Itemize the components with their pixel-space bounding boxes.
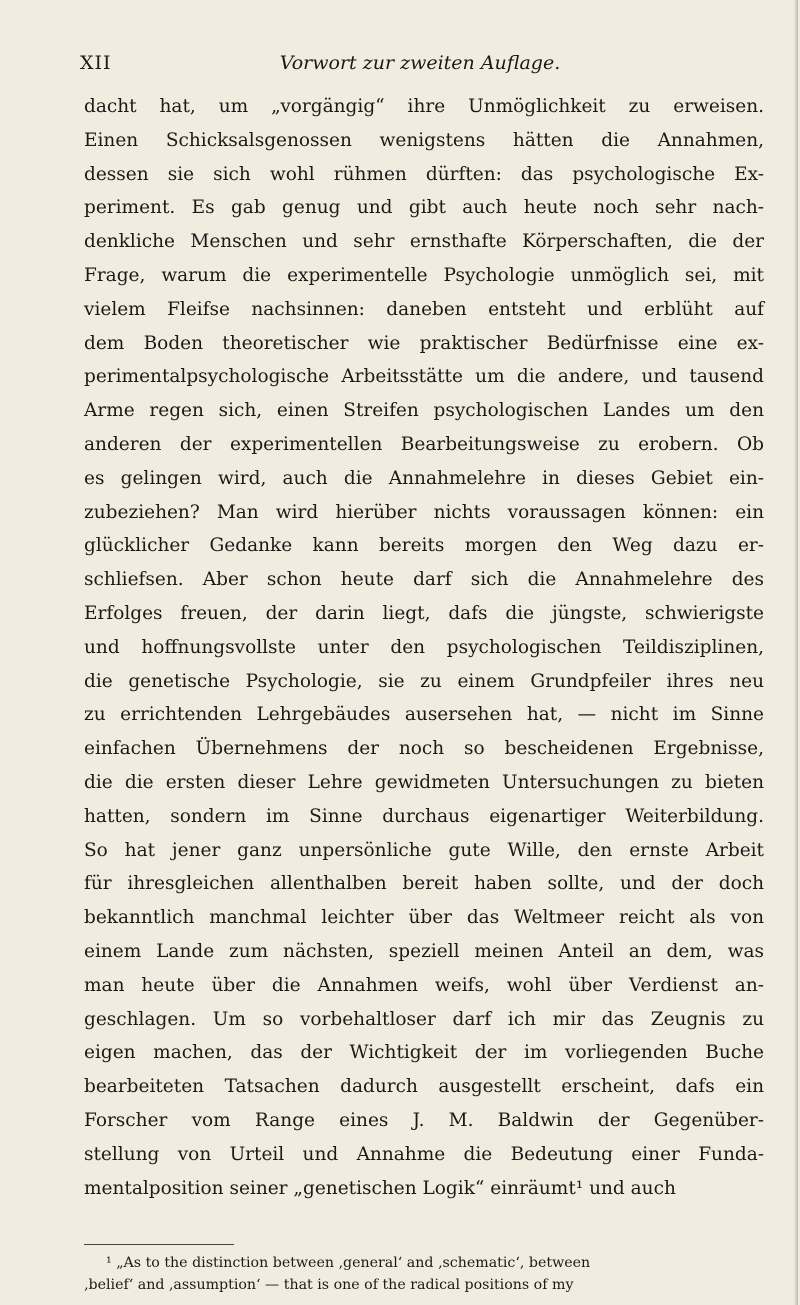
text-line: stellung von Urteil und Annahme die Bedeutung einer Funda- bbox=[84, 1143, 764, 1165]
text-line: hatten, sondern im Sinne durchaus eigenartiger Weiterbildung. bbox=[84, 805, 764, 827]
text-line: mentalposition seiner „genetischen Logik“ einräumt¹ und auch bbox=[84, 1177, 676, 1199]
footnote-rule bbox=[84, 1244, 234, 1245]
text-line: man heute über die Annahmen weifs, wohl über Verdienst an- bbox=[84, 974, 764, 996]
body-text bbox=[84, 90, 764, 1205]
text-line: eigen machen, das der Wichtigkeit der im vorliegenden Buche bbox=[84, 1042, 764, 1064]
text-line: dessen sie sich wohl rühmen dürften: das psychologische Ex- bbox=[84, 163, 764, 185]
text-line: Arme regen sich, einen Streifen psychologischen Landes um den bbox=[84, 400, 764, 422]
text-line: glücklicher Gedanke kann bereits morgen den Weg dazu er- bbox=[84, 535, 764, 557]
text-line: die die ersten dieser Lehre gewidmeten Untersuchungen zu bieten bbox=[84, 771, 764, 793]
text-line: bekanntlich manchmal leichter über das Weltmeer reicht als von bbox=[84, 907, 764, 929]
text-line: und hoffnungsvollste unter den psychologischen Teildisziplinen, bbox=[84, 636, 764, 658]
text-line: schliefsen. Aber schon heute darf sich die Annahmelehre des bbox=[84, 569, 764, 591]
text-line: Forscher vom Range eines J. M. Baldwin der Gegenüber- bbox=[84, 1109, 764, 1131]
text-line: zubeziehen? Man wird hierüber nichts voraussagen können: ein bbox=[84, 501, 764, 523]
text-line: dacht hat, um „vorgängig“ ihre Unmöglichkeit zu erweisen. bbox=[84, 96, 764, 117]
page-edge-shadow bbox=[794, 0, 798, 1305]
footnote-line: ‚belief‘ and ‚assumption‘ — that is one of the radical positions of my bbox=[84, 1277, 574, 1293]
text-line: die genetische Psychologie, sie zu einem Grundpfeiler ihres neu bbox=[84, 670, 764, 692]
text-line: für ihresgleichen allenthalben bereit haben sollte, und der doch bbox=[84, 873, 764, 895]
text-line: Einen Schicksalsgenossen wenigstens hätten die Annahmen, bbox=[84, 129, 764, 151]
text-line: anderen der experimentellen Bearbeitungsweise zu erobern. Ob bbox=[84, 433, 764, 455]
footnote-line: ¹ „As to the distinction between ‚general‘ and ‚schematic‘, between bbox=[106, 1255, 591, 1271]
text-line: dem Boden theoretischer wie praktischer Bedürfnisse eine ex- bbox=[84, 332, 764, 354]
text-line: einfachen Übernehmens der noch so bescheidenen Ergebnisse, bbox=[84, 738, 764, 760]
footnote bbox=[84, 1252, 774, 1296]
text-line: Frage, warum die experimentelle Psychologie unmöglich sei, mit bbox=[84, 264, 764, 286]
text-line: geschlagen. Um so vorbehaltloser darf ich mir das Zeugnis zu bbox=[84, 1008, 764, 1030]
text-line: periment. Es gab genug und gibt auch heute noch sehr nach- bbox=[84, 197, 764, 219]
text-line: vielem Fleifse nachsinnen: daneben entsteht und erblüht auf bbox=[84, 298, 764, 320]
text-line: einem Lande zum nächsten, speziell meinen Anteil an dem, was bbox=[84, 940, 764, 962]
page-number: XII bbox=[80, 52, 112, 74]
text-line: denkliche Menschen und sehr ernsthafte Körperschaften, die der bbox=[84, 231, 764, 253]
text-line: So hat jener ganz unpersönliche gute Wille, den ernste Arbeit bbox=[84, 839, 764, 861]
text-line: bearbeiteten Tatsachen dadurch ausgestellt erscheint, dafs ein bbox=[84, 1076, 764, 1098]
text-line: es gelingen wird, auch die Annahmelehre in dieses Gebiet ein- bbox=[84, 467, 764, 489]
running-head: Vorwort zur zweiten Auflage. bbox=[279, 52, 561, 74]
text-line: zu errichtenden Lehrgebäudes ausersehen hat, — nicht im Sinne bbox=[84, 704, 764, 726]
text-line: Erfolges freuen, der darin liegt, dafs die jüngste, schwierigste bbox=[84, 602, 764, 624]
text-line: perimentalpsychologische Arbeitsstätte um die andere, und tausend bbox=[84, 366, 764, 388]
